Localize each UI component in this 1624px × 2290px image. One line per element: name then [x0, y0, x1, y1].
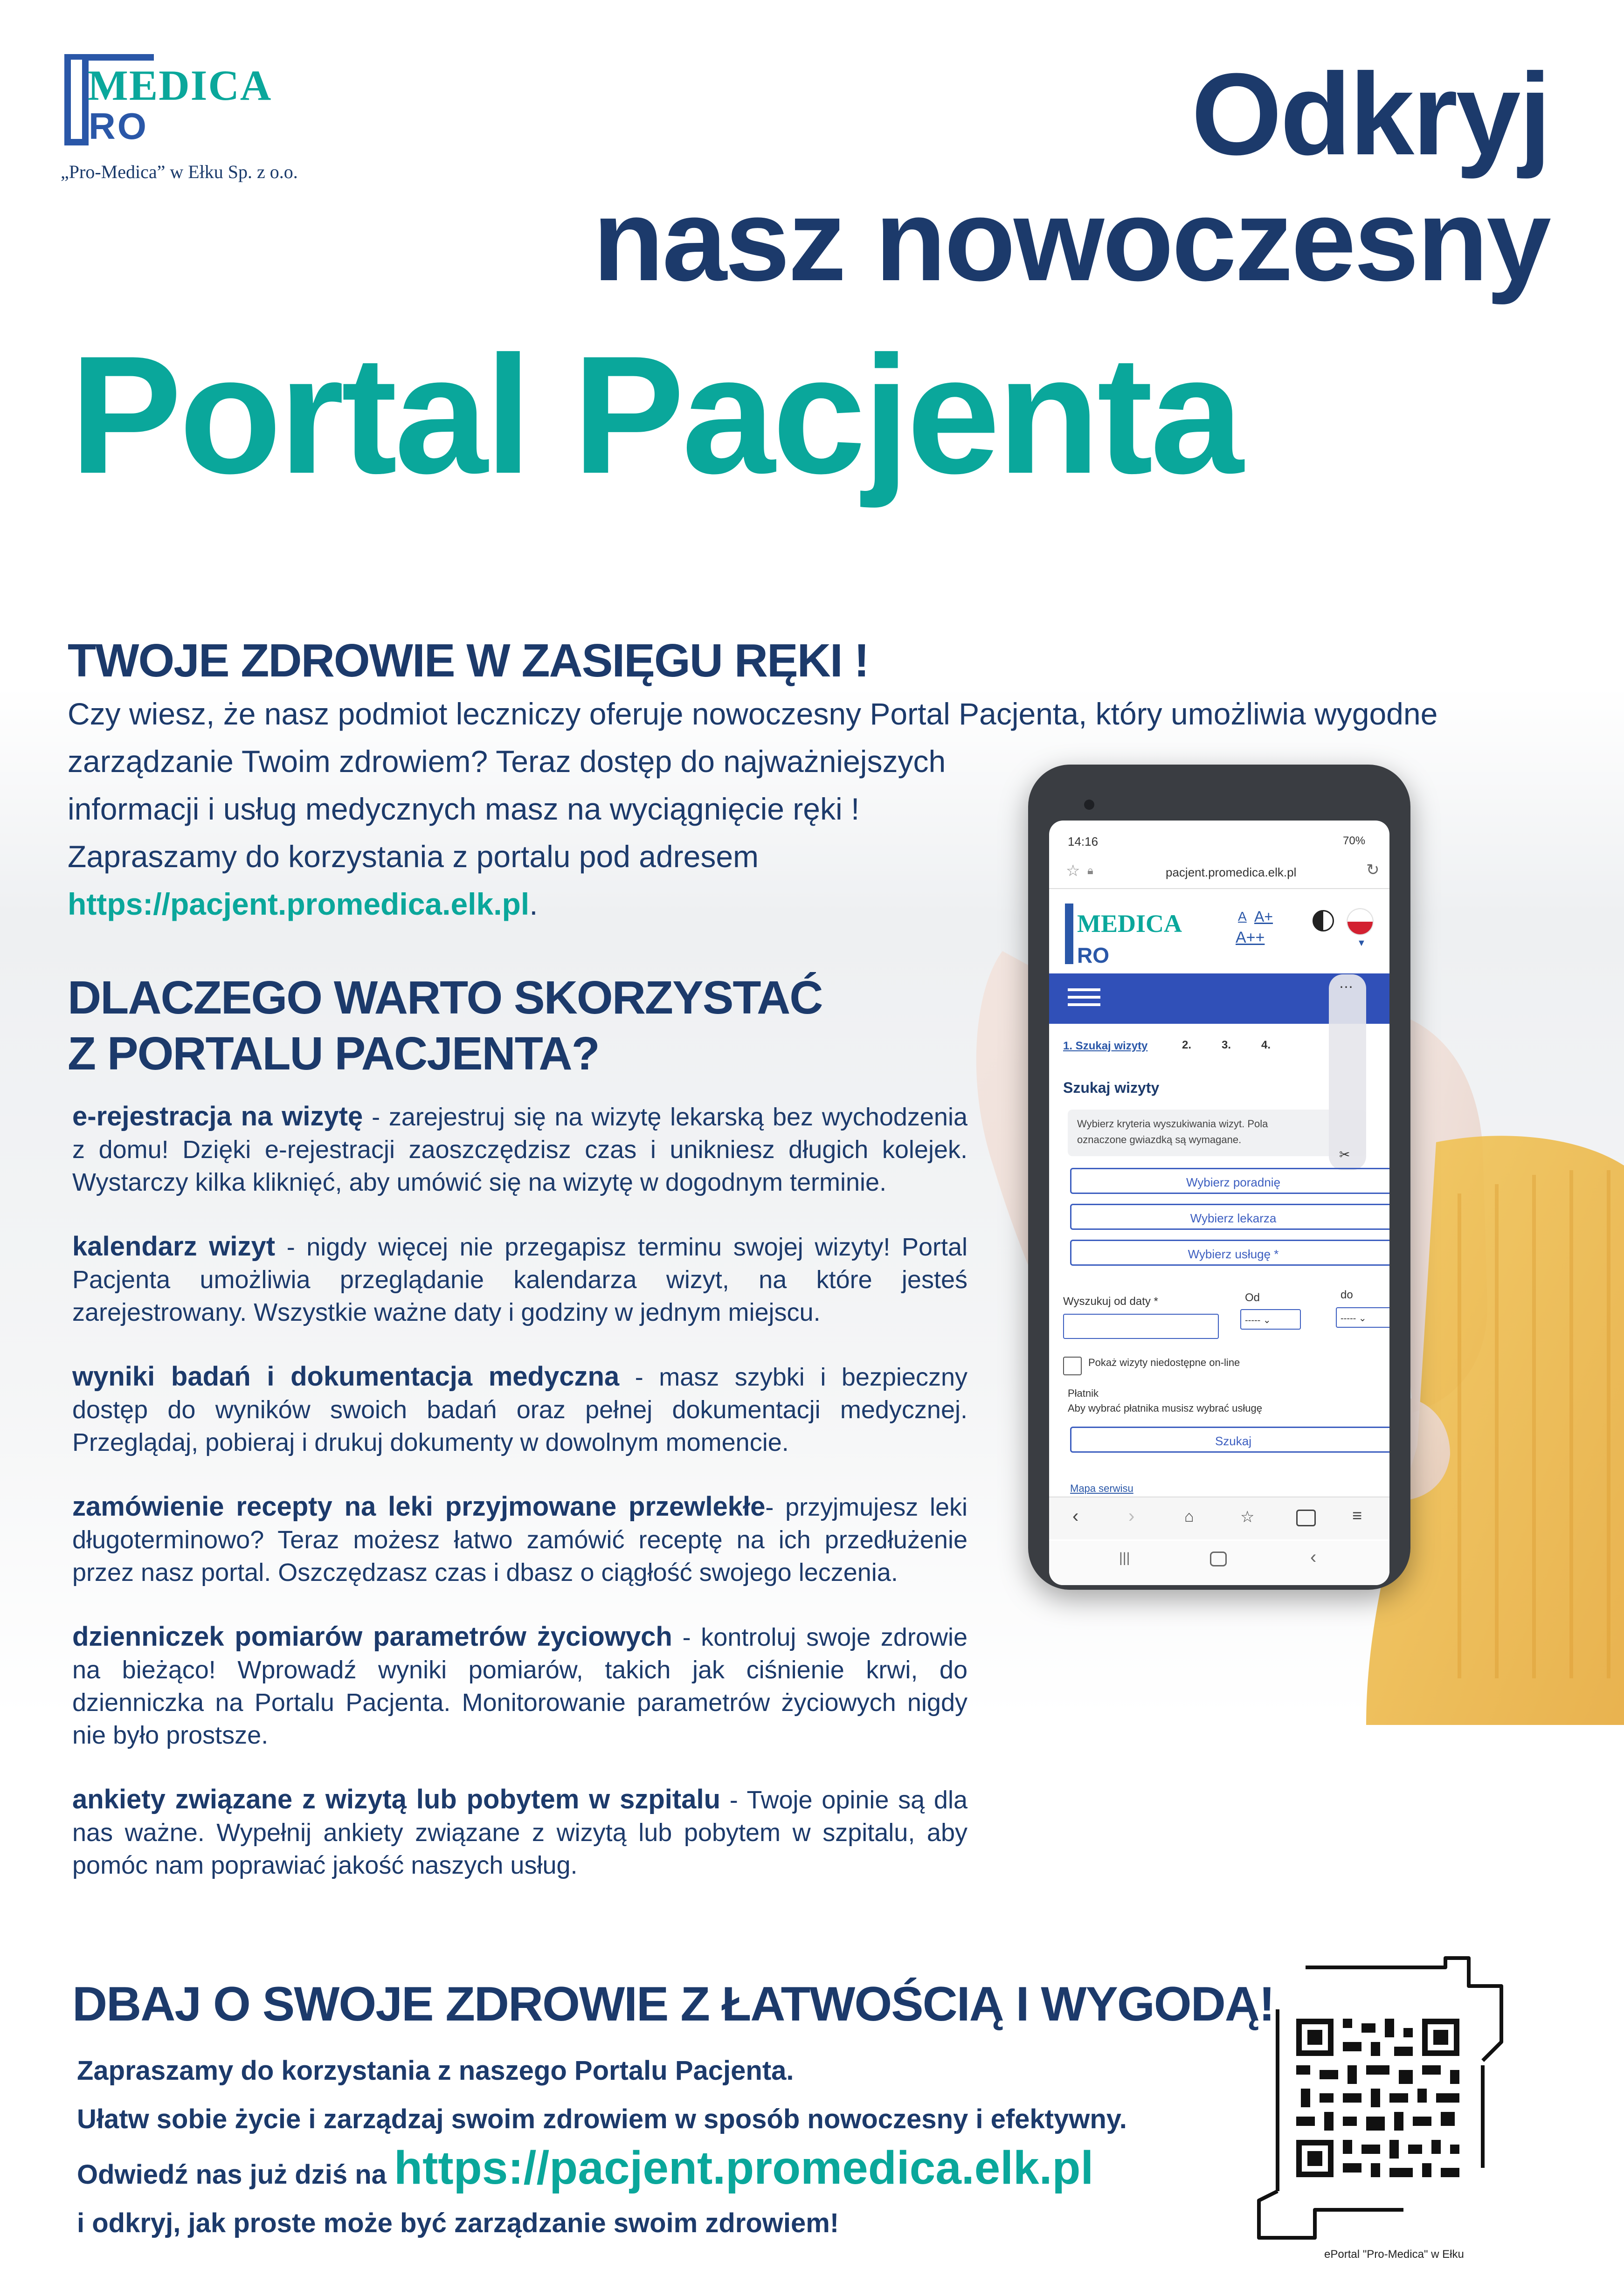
outro-line: Zapraszamy do korzystania z naszego Portalu Pacjenta. — [77, 2055, 794, 2086]
portal-logo-bar — [1065, 904, 1073, 964]
step-4[interactable]: 4. — [1261, 1039, 1271, 1051]
feature-title: ankiety związane z wizytą lub pobytem w szpitalu — [72, 1784, 721, 1814]
section-title-health: TWOJE ZDROWIE W ZASIĘGU RĘKI ! — [68, 635, 869, 687]
outro-line: Ułatw sobie życie i zarządzaj swoim zdrowiem w sposób nowoczesny i efektywny. — [77, 2104, 1127, 2134]
time-to-select[interactable]: ----- ⌄ — [1336, 1307, 1389, 1328]
select-value: ----- — [1341, 1313, 1356, 1324]
why-title-line2: Z PORTALU PACJENTA? — [68, 1028, 599, 1080]
portal-url-link-big[interactable]: https://pacjent.promedica.elk.pl — [394, 2142, 1094, 2194]
menu-icon[interactable]: ≡ — [1352, 1506, 1362, 1525]
to-label: do — [1341, 1289, 1353, 1301]
show-unavailable-checkbox[interactable] — [1063, 1357, 1082, 1375]
qr-caption: ePortal "Pro-Medica" w Ełku — [1324, 2248, 1464, 2261]
choose-clinic-button[interactable]: Wybierz poradnię — [1070, 1168, 1389, 1194]
feature-item — [72, 1360, 967, 1459]
checkbox-label: Pokaż wizyty niedostępne on-line — [1088, 1357, 1240, 1368]
hamburger-menu-icon[interactable] — [1068, 988, 1100, 991]
feature-text: - kontroluj swoje zdrowie na bieżąco! Wprowadź wyniki pomiarów, takich jak ciśnienie krwi, do dzienniczka na Portalu Pacjenta. Monitorowanie parametrów życiowych nigdy nie było prostsze. — [72, 1623, 967, 1749]
section-title-why — [68, 970, 822, 1082]
more-options-icon[interactable]: ⋯ — [1339, 979, 1353, 995]
address-bar[interactable]: pacjent.promedica.elk.pl — [1166, 865, 1297, 879]
feature-title: e-rejestracja na wizytę — [72, 1101, 363, 1131]
phone-screen — [1049, 821, 1389, 1585]
intro-line: informacji i usług medycznych masz na wyciągnięcie ręki ! — [68, 792, 860, 826]
intro-line: Czy wiesz, że nasz podmiot leczniczy oferuje nowoczesny Portal Pacjenta, który umożliwia wygodne — [68, 697, 1438, 731]
system-back-icon[interactable]: ‹ — [1310, 1547, 1317, 1567]
home-button-icon[interactable] — [1210, 1552, 1227, 1566]
search-heading: Szukaj wizyty — [1063, 1079, 1160, 1096]
headline-line2: nasz nowoczesny — [593, 175, 1549, 305]
outro-paragraph — [77, 2047, 1127, 2248]
portal-logo-text: MEDICA — [1077, 910, 1182, 938]
step-2[interactable]: 2. — [1182, 1039, 1192, 1051]
language-dropdown-icon[interactable]: ▼ — [1357, 938, 1366, 948]
feature-item — [72, 1100, 967, 1199]
date-input[interactable] — [1063, 1314, 1219, 1339]
info-box — [1068, 1110, 1366, 1156]
step-3[interactable]: 3. — [1222, 1039, 1231, 1051]
feature-text: - nigdy więcej nie przegapisz terminu swojej wizyty! Portal Pacjenta umożliwia przeglądanie kalendarza wizyt, na które jesteś zarejestrowany. Wszystkie ważne daty i godziny w jednym miejscu. — [72, 1233, 968, 1326]
sitemap-link[interactable]: Mapa serwisu — [1070, 1483, 1133, 1494]
polish-flag-icon[interactable] — [1348, 909, 1373, 934]
portal-url-link[interactable]: https://pacjent.promedica.elk.pl — [68, 887, 530, 921]
headline-line1: Odkryj — [1191, 49, 1549, 179]
outro-line: i odkryj, jak proste może być zarządzanie swoim zdrowiem! — [77, 2208, 839, 2238]
back-icon[interactable]: ‹ — [1072, 1506, 1079, 1526]
tabs-icon[interactable] — [1296, 1510, 1316, 1526]
contrast-toggle-icon[interactable] — [1313, 910, 1334, 931]
info-line1: Wybierz kryteria wyszukiwania wizyt. Pola — [1077, 1118, 1268, 1130]
intro-line: zarządzanie Twoim zdrowiem? Teraz dostęp do najważniejszych — [68, 744, 946, 779]
payer-hint: Aby wybrać płatnika musisz wybrać usługę — [1068, 1402, 1262, 1414]
browser-scroll-panel[interactable] — [1329, 974, 1366, 1170]
browser-toolbar — [1049, 1497, 1389, 1539]
recent-apps-icon[interactable]: ||| — [1119, 1550, 1130, 1566]
url-suffix: . — [529, 887, 538, 921]
why-title-line1: DLACZEGO WARTO SKORZYSTAĆ — [68, 972, 822, 1024]
from-label: Od — [1245, 1291, 1260, 1304]
font-size-xlarge[interactable]: A++ — [1236, 929, 1265, 946]
feature-title: wyniki badań i dokumentacja medyczna — [72, 1361, 620, 1392]
search-button[interactable]: Szukaj — [1070, 1427, 1389, 1453]
phone-camera-icon — [1084, 800, 1094, 810]
logo-medica-text: MEDICA — [88, 62, 272, 109]
feature-title: dzienniczek pomiarów parametrów życiowych — [72, 1621, 672, 1652]
home-icon[interactable]: ⌂ — [1184, 1508, 1194, 1525]
feature-text: - Twoje opinie są dla nas ważne. Wypełnij ankiety związane z wizytą lub pobytem w szpitalu, aby pomóc nam poprawiać jakość naszych usług. — [72, 1786, 967, 1879]
outro-line-prefix: Odwiedź nas już dziś na — [77, 2159, 394, 2190]
feature-title: kalendarz wizyt — [72, 1231, 276, 1262]
company-name: „Pro-Medica” w Ełku Sp. z o.o. — [61, 161, 298, 182]
select-value: ----- — [1245, 1315, 1261, 1325]
scroll-handle-icon[interactable]: ✂ — [1339, 1147, 1350, 1162]
feature-item — [72, 1783, 967, 1882]
feature-text: - zarejestruj się na wizytę lekarską bez wychodzenia z domu! Dzięki e-rejestracji zaoszczędzisz czas i unikniesz długich kolejek. Wystarczy kilka kliknięć, aby umówić się na wizytę w dogodnym terminie. — [72, 1103, 967, 1196]
portal-logo-ro: RO — [1077, 943, 1109, 967]
feature-title: zamówienie recepty na leki przyjmowane przewlekłe — [72, 1491, 766, 1522]
lock-icon: 🔒︎ — [1087, 864, 1093, 877]
payer-label: Płatnik — [1068, 1387, 1099, 1399]
feature-text: - masz szybki i bezpieczny dostęp do wyników swoich badań oraz pełnej dokumentacji medycznej. Przeglądaj, pobieraj i drukuj dokumenty w dowolnym momencie. — [72, 1363, 967, 1456]
divider — [1049, 888, 1389, 889]
feature-text: - przyjmujesz leki długoterminowo? Teraz możesz łatwo zamówić receptę na ich przedłużenie przez nasz portal. Oszczędzasz czas i dbasz o ciągłość swojego leczenia. — [72, 1493, 967, 1586]
time-from-select[interactable]: ----- ⌄ — [1240, 1309, 1301, 1330]
status-time: 14:16 — [1068, 835, 1099, 848]
bookmark-add-icon[interactable]: ☆ — [1240, 1508, 1255, 1526]
reload-icon[interactable]: ↻ — [1366, 861, 1380, 879]
section-title-care: DBAJ O SWOJE ZDROWIE Z ŁATWOŚCIĄ I WYGODĄ! — [72, 1977, 1274, 2031]
intro-line: Zapraszamy do korzystania z portalu pod adresem — [68, 839, 759, 874]
feature-item — [72, 1621, 967, 1752]
forward-icon[interactable]: › — [1128, 1506, 1135, 1526]
choose-doctor-button[interactable]: Wybierz lekarza — [1070, 1204, 1389, 1230]
feature-item — [72, 1490, 967, 1589]
step-1[interactable]: 1. Szukaj wizyty — [1063, 1040, 1148, 1052]
date-label: Wyszukuj od daty * — [1063, 1295, 1158, 1308]
bookmark-star-icon[interactable]: ☆ — [1066, 862, 1080, 880]
qr-code-image[interactable] — [1250, 1949, 1520, 2247]
font-size-normal[interactable]: A — [1238, 909, 1247, 924]
choose-service-button[interactable]: Wybierz usługę * — [1070, 1240, 1389, 1266]
logo-ro-text: RO — [89, 105, 148, 147]
info-line2: oznaczone gwiazdką są wymagane. — [1077, 1134, 1242, 1145]
headline-portal-pacjenta: Portal Pacjenta — [70, 321, 1241, 509]
feature-item — [72, 1230, 967, 1329]
font-size-large[interactable]: A+ — [1254, 908, 1273, 925]
features-list — [72, 1100, 967, 1913]
status-battery: 70% — [1343, 835, 1366, 847]
